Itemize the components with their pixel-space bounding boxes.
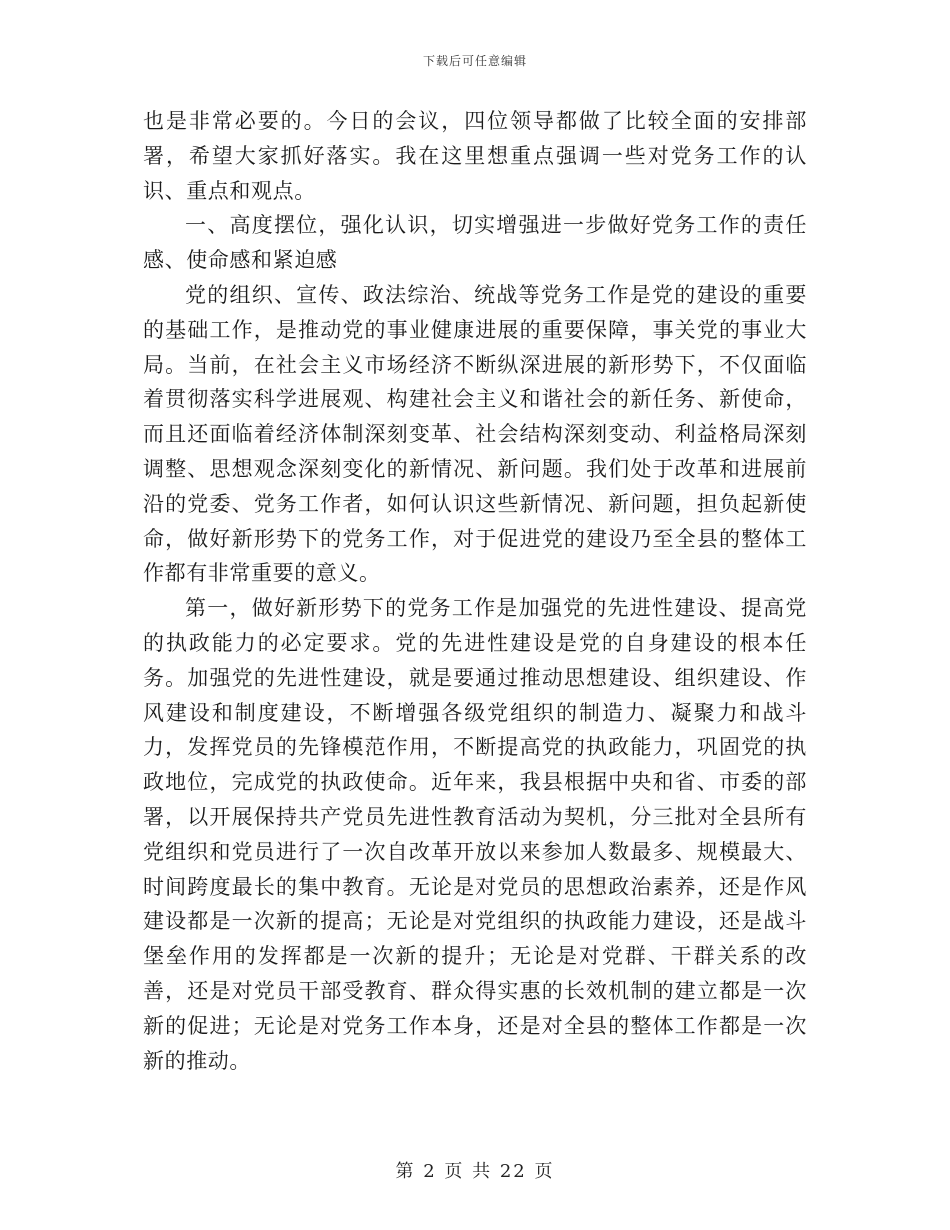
paragraph-1: 也是非常必要的。今日的会议，四位领导都做了比较全面的安排部署，希望大家抓好落实。我在这里想重点强调一些对党务工作的认识、重点和观点。 bbox=[143, 109, 807, 203]
document-body bbox=[143, 104, 807, 1078]
paragraph-3: 第一，做好新形势下的党务工作是加强党的先进性建设、提高党的执政能力的必定要求。党的先进性建设是党的自身建设的根本任务。加强党的先进性建设，就是要通过推动思想建设、组织建设、作风建设和制度建设，不断增强各级党组织的制造力、凝聚力和战斗力，发挥党员的先锋模范作用，不断提高党的执政能力，巩固党的执政地位，完成党的执政使命。近年来，我县根据中央和省、市委的部署，以开展保持共产党员先进性教育活动为契机，分三批对全县所有党组织和党员进行了一次自改革开放以来参加人数最多、规模最大、时间跨度最长的集中教育。无论是对党员的思想政治素养，还是作风建设都是一次新的提高；无论是对党组织的执政能力建设，还是战斗堡垒作用的发挥都是一次新的提升；无论是对党群、干群关系的改善，还是对党员干部受教育、群众得实惠的长效机制的建立都是一次新的促进；无论是对党务工作本身，还是对全县的整体工作都是一次新的推动。 bbox=[143, 596, 807, 1073]
paragraph-section-heading: 一、高度摆位，强化认识，切实增强进一步做好党务工作的责任感、使命感和紧迫感 bbox=[143, 213, 807, 273]
page-number-footer: 第 2 页 共 22 页 bbox=[395, 1161, 555, 1182]
page-header-note: 下载后可任意编辑 bbox=[422, 54, 527, 68]
paragraph-2: 党的组织、宣传、政法综治、统战等党务工作是党的建设的重要的基础工作，是推动党的事业健康进展的重要保障，事关党的事业大局。当前，在社会主义市场经济不断纵深进展的新形势下，不仅面临着贯彻落实科学进展观、构建社会主义和谐社会的新任务、新使命，而且还面临着经济体制深刻变革、社会结构深刻变动、利益格局深刻调整、思想观念深刻变化的新情况、新问题。我们处于改革和进展前沿的党委、党务工作者，如何认识这些新情况、新问题，担负起新使命，做好新形势下的党务工作，对于促进党的建设乃至全县的整体工作都有非常重要的意义。 bbox=[143, 282, 807, 586]
